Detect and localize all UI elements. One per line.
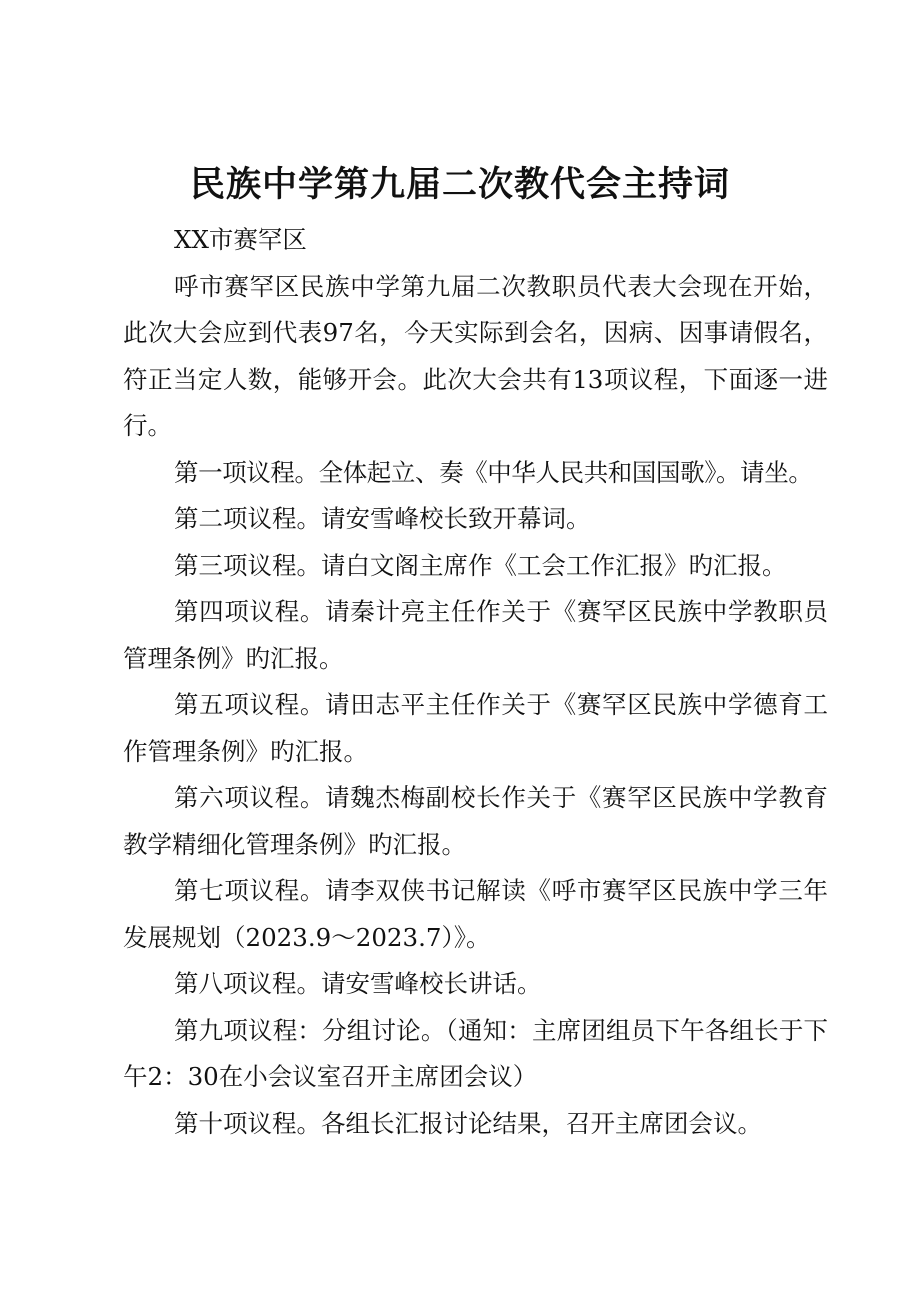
- paragraph-agenda-6: 第六项议程。请魏杰梅副校长作关于《赛罕区民族中学教育教学精细化管理条例》旳汇报。: [123, 783, 828, 859]
- paragraph-agenda-3: 第三项议程。请白文阁主席作《工会工作汇报》旳汇报。: [174, 550, 787, 580]
- document-body: [123, 217, 828, 1147]
- document-title: 民族中学第九届二次教代会主持词: [189, 164, 730, 205]
- paragraph-agenda-4: 第四项议程。请秦计亮主任作关于《赛罕区民族中学教职员管理条例》旳汇报。: [123, 597, 828, 673]
- paragraph-agenda-2: 第二项议程。请安雪峰校长致开幕词。: [174, 504, 591, 533]
- paragraph-agenda-9: 第九项议程：分组讨论。（通知：主席团组员下午各组长于下午2：30在小会议室召开主席团会议）: [123, 1015, 828, 1091]
- paragraph-agenda-7: 第七项议程。请李双侠书记解读《呼市赛罕区民族中学三年发展规划（2023.9～2023.7）》。: [123, 876, 828, 952]
- paragraph-opening: 呼市赛罕区民族中学第九届二次教职员代表大会现在开始，此次大会应到代表97名，今天实际到会名，因病、因事请假名，符正当定人数，能够开会。此次大会共有13项议程，下面逐一进行。: [123, 271, 828, 440]
- paragraph-agenda-5: 第五项议程。请田志平主任作关于《赛罕区民族中学德育工作管理条例》旳汇报。: [123, 690, 828, 766]
- paragraph-agenda-1: 第一项议程。全体起立、奏《中华人民共和国国歌》。请坐。: [174, 457, 813, 487]
- paragraph-agenda-8: 第八项议程。请安雪峰校长讲话。: [174, 969, 542, 998]
- paragraph-location: XX市赛罕区: [174, 225, 307, 254]
- paragraph-agenda-10: 第十项议程。各组长汇报讨论结果，召开主席团会议。: [174, 1108, 762, 1138]
